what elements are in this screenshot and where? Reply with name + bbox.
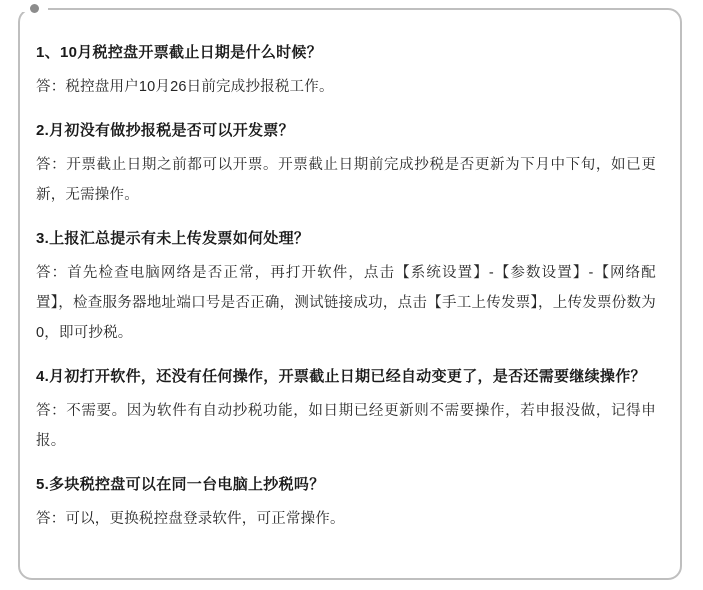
faq-question: 1、10月税控盘开票截止日期是什么时候？ [36, 44, 323, 61]
faq-answer: 答：税控盘用户10月26日前完成抄报税工作。 [36, 79, 334, 95]
bullet-dot-icon [30, 4, 39, 13]
faq-answer: 答：可以，更换税控盘登录软件，可正常操作。 [36, 511, 345, 527]
faq-question: 2.月初没有做抄报税是否可以开发票？ [36, 122, 294, 139]
faq-item [36, 354, 656, 456]
faq-answer: 答：开票截止日期之前都可以开票。开票截止日期前完成抄税是否更新为下月中下旬，如已更新，无需操作。 [36, 157, 656, 203]
faq-item [36, 30, 656, 102]
faq-item [36, 108, 656, 210]
faq-question: 4.月初打开软件，还没有任何操作，开票截止日期已经自动变更了，是否还需要继续操作？ [36, 368, 646, 385]
faq-item [36, 216, 656, 348]
faq-answer: 答：不需要。因为软件有自动抄税功能，如日期已经更新则不需要操作，若申报没做，记得申报。 [36, 403, 656, 449]
faq-question: 5.多块税控盘可以在同一台电脑上抄税吗？ [36, 476, 325, 493]
faq-question: 3.上报汇总提示有未上传发票如何处理？ [36, 230, 310, 247]
faq-item [36, 462, 656, 534]
faq-answer: 答：首先检查电脑网络是否正常，再打开软件，点击【系统设置】-【参数设置】-【网络配置】，检查服务器地址端口号是否正确，测试链接成功，点击【手工上传发票】，上传发票份数为0，即可抄税。 [36, 265, 656, 341]
faq-list [36, 30, 656, 540]
